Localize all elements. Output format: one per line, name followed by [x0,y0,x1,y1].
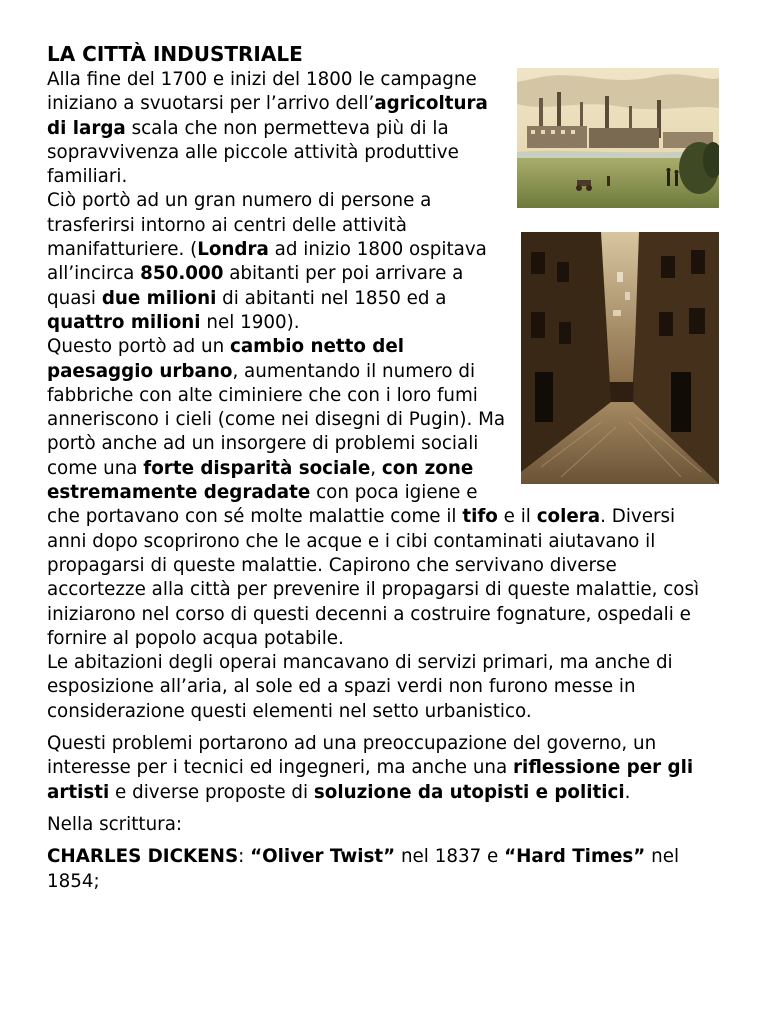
bold-text: con zone estremamente degradate [47,457,474,504]
text-span: nel 1854; [47,846,680,892]
bold-text: quattro milioni [47,311,201,333]
paragraph-7 [47,845,719,894]
text-span: di abitanti nel 1850 ed a [216,287,447,309]
document-page [47,40,719,894]
paragraph-5 [47,732,719,805]
bold-text: soluzione da utopisti e politici [313,781,625,803]
bold-text: colera [536,506,601,528]
text-span: Alla fine del 1700 e inizi del 1800 le campagne iniziano a svuotarsi per l’arrivo dell’ [47,69,477,115]
book-title: “Hard Times” [504,846,646,868]
text-span: e il [497,506,537,528]
text-span: . Diversi anni dopo scoprirono che le acque e i cibi contaminati aiutavano il propagarsi di queste malattie. Capirono che servivano diverse accortezze alla città per prevenire il propagarsi di queste malattie, così iniziarono nel corso di questi decenni a costruire fognature, ospedali e fornire al popolo acqua potabile. [47,506,700,649]
text-span: . [624,781,631,803]
bold-text: forte disparità sociale [143,457,371,479]
text-span: nel 1837 e [395,846,505,868]
text-span: con poca igiene e che portavano con sé molte malattie come il [47,482,478,528]
document-body [47,68,719,894]
text-span: nel 1900). [200,311,300,333]
text-span: scala che non permetteva più di la sopravvivenza alle piccole attività produttive familiari. [47,117,459,188]
text-span: abitanti per poi arrivare a quasi [47,263,464,309]
paragraph-6: Nella scrittura: [47,813,183,835]
bold-text: tifo [462,506,498,528]
text-span: ad inizio 1800 ospitava all’incirca [47,239,487,285]
text-span: e diverse proposte di [109,781,314,803]
text-span: : [238,846,251,868]
text-span: Ciò portò ad un gran numero di persone a trasferirsi intorno ai centri delle attività manifatturiere. ( [47,190,432,261]
text-span: , aumentando il numero di fabbriche con alte ciminiere che con i loro fumi anneriscono i cieli (come nei disegni di Pugin). Ma portò anche ad un insorgere di problemi sociali come una [47,360,506,479]
bold-text: agricoltura di larga [47,93,488,139]
text-span: Questo portò ad un [47,336,230,358]
industrial-landscape-image [517,68,719,208]
book-title: “Oliver Twist” [250,846,396,868]
bold-text: Londra [197,239,269,261]
slum-alley-image [521,232,719,484]
text-span: Questi problemi portarono ad una preoccupazione del governo, un interesse per i tecnici ed ingegneri, ma anche una [47,733,657,779]
page-title: LA CITTÀ INDUSTRIALE [47,42,303,66]
bold-text: cambio netto del paesaggio urbano [47,336,405,382]
bold-text: due milioni [101,287,217,309]
bold-text: 850.000 [140,263,224,285]
text-span: , [370,457,382,479]
author-name: CHARLES DICKENS [47,846,239,868]
paragraph-4: Le abitazioni degli operai mancavano di servizi primari, ma anche di esposizione all’aria, al sole ed a spazi verdi non furono messe in considerazione questi elementi nel setto urbanistico. [47,652,673,722]
bold-text: riflessione per gli artisti [47,757,694,803]
